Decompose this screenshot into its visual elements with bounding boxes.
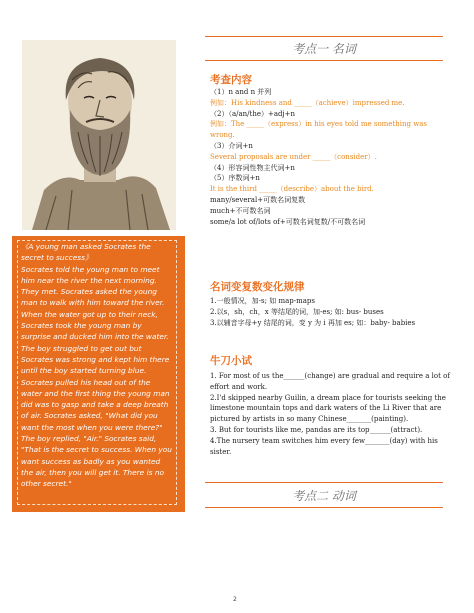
content-item: （3）介词+n xyxy=(210,141,253,150)
plural-rules-heading: 名词变复数变化规律 xyxy=(210,281,305,293)
quiz-line: 1. For most of us the______(change) are gradual and require a lot of xyxy=(210,372,450,380)
plural-rules-list xyxy=(210,296,446,328)
example-sentence: Several proposals are under _____（consider）. xyxy=(210,152,377,161)
plural-rule: 3.以辅音字母+y 结尾的词，变 y 为 i 再加 es; 如：baby- babies xyxy=(210,318,416,327)
section1-title: 考点一 名词 xyxy=(292,42,356,56)
content-item: many/several+可数名词复数 xyxy=(210,195,306,204)
section1-bottom-rule xyxy=(205,60,443,61)
story-border xyxy=(17,240,177,505)
section1-top-rule xyxy=(205,36,443,37)
page-number: 2 xyxy=(233,596,237,603)
example-sentence: wrong. xyxy=(210,131,235,140)
content-item: much+不可数名词 xyxy=(210,206,271,215)
section2-title: 考点二 动词 xyxy=(292,489,356,503)
story-body: Socrates told the young man to meet him near the river the next morning. They met. Socrates asked the young man to walk with him toward the river. When the water got up to their neck, Socrates took the young man by surprise and ducked him into the water. The boy struggled to get out but Socrates was strong and kept him there until the boy started turning blue. Socrates pulled his head out of the water and the first thing the young man did was to gasp and take a deep breath of air. Socrates asked, "What did you want the most when you were there?" The boy replied, "Air." Socrates said, "That is the secret to success. When you want success as badly as you wanted the air, then you will get it. There is no other secret." xyxy=(21,264,172,489)
quiz-line: effort and work. xyxy=(210,382,268,391)
quiz-line: 4.The nursery team switches him every few_______(day) with his xyxy=(210,436,438,445)
quiz-line: 2.I'd skipped nearby Guilin, a dream place for tourists seeking the xyxy=(210,393,446,402)
socrates-portrait xyxy=(22,40,176,230)
example-sentence: It is the third _____（describe）about the bird. xyxy=(210,185,374,194)
section2-top-rule xyxy=(205,482,443,483)
example-sentence: 例如：The _____（express）in his eyes told me something was xyxy=(210,120,427,129)
content-item: some/a lot of/lots of+可数名词复数/不可数名词 xyxy=(210,217,366,226)
content-item: （1）n and n 并列 xyxy=(210,88,272,96)
example-sentence: 例如：His kindness and _____（achieve）impressed me. xyxy=(210,98,405,107)
story-title: 《A young man asked Socrates the secret to success》 xyxy=(21,242,151,263)
content-heading: 考查内容 xyxy=(210,74,252,86)
content-list xyxy=(210,87,446,227)
quiz-line: limestone mountain tops and dark waters of the Li River that are xyxy=(210,404,442,413)
quiz-heading: 牛刀小试 xyxy=(210,355,252,367)
story-panel xyxy=(12,236,185,512)
plural-rule: 2.以s，sh，ch，x 等结尾的词，加-es; 如: bus- buses xyxy=(210,307,384,316)
section2-bottom-rule xyxy=(205,507,443,508)
quiz-line: sister. xyxy=(210,447,232,456)
plural-rule: 1.一般情况，加-s; 如 map-maps xyxy=(210,297,315,305)
content-item: （5）序数词+n xyxy=(210,174,260,183)
quiz-line: pictured by artists in so many Chinese_______(painting). xyxy=(210,415,409,424)
content-item: （2）（a/an/the）+adj+n xyxy=(210,109,296,118)
quiz-line: 3. But for tourists like me, pandas are its top______(attract). xyxy=(210,425,423,434)
content-item: （4）形容词性物主代词+n xyxy=(210,163,295,172)
quiz-list xyxy=(210,371,450,457)
